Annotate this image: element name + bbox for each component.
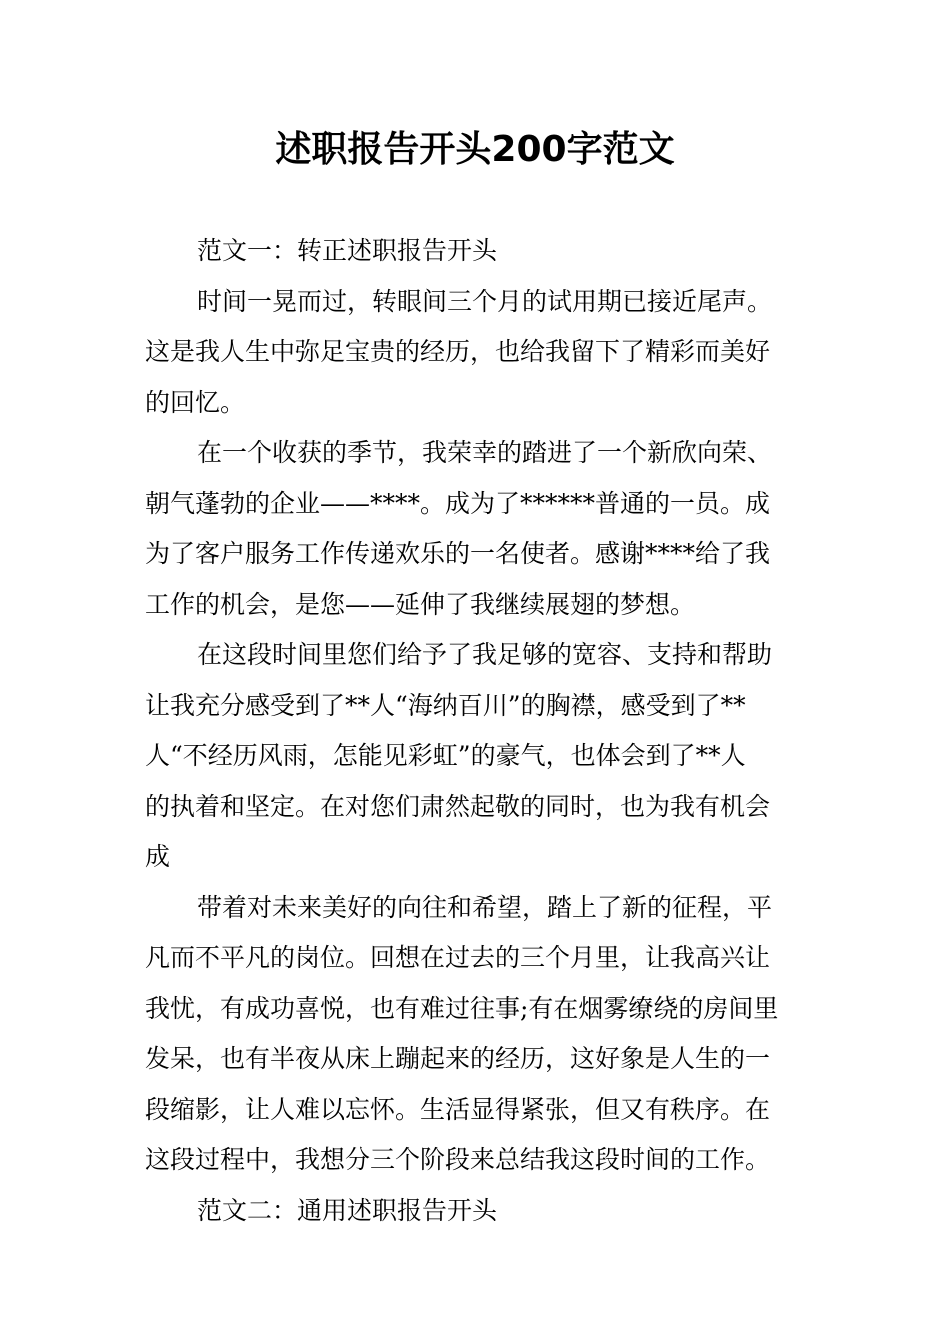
paragraph — [145, 630, 805, 883]
text-line: 范文一：转正述职报告开头 — [197, 236, 498, 265]
paragraph — [145, 277, 805, 429]
text-line: 段缩影，让人难以忘怀。生活显得紧张，但又有秩序。在 — [145, 1094, 771, 1124]
text-line: 工作的机会，是您——延伸了我继续展翅的梦想。 — [145, 589, 696, 619]
document-body — [145, 226, 805, 1236]
text-line: 人“不经历风雨，怎能见彩虹”的豪气，也体会到了**人 — [145, 741, 746, 770]
section-heading-2 — [145, 1186, 805, 1237]
paragraph — [145, 883, 805, 1186]
text-line: 朝气蓬勃的企业——****。成为了******普通的一员。成 — [145, 488, 771, 518]
text-line: 这是我人生中弥足宝贵的经历，也给我留下了精彩而美好 — [145, 337, 771, 366]
text-line: 在这段时间里您们给予了我足够的宽容、支持和帮助 — [197, 640, 773, 669]
text-line: 的执着和坚定。在对您们肃然起敬的同时，也为我有机会 — [145, 791, 771, 821]
text-line: 这段过程中，我想分三个阶段来总结我这段时间的工作。 — [145, 1145, 771, 1174]
text-line: 凡而不平凡的岗位。回想在过去的三个月里，让我高兴让 — [145, 943, 771, 972]
text-line: 带着对未来美好的向往和希望，踏上了新的征程，平 — [197, 892, 773, 922]
text-line: 在一个收获的季节，我荣幸的踏进了一个新欣向荣、 — [197, 438, 773, 467]
text-line: 为了客户服务工作传递欢乐的一名使者。感谢****给了我 — [145, 539, 771, 568]
text-line: 让我充分感受到了**人“海纳百川”的胸襟，感受到了** — [145, 690, 746, 720]
section-heading-1 — [145, 226, 805, 277]
text-line: 范文二：通用述职报告开头 — [197, 1195, 498, 1225]
text-line: 的回忆。 — [145, 387, 246, 417]
document-title: 述职报告开头200字范文 — [275, 129, 675, 170]
text-line: 我忧，有成功喜悦，也有难过往事;有在烟雾缭绕的房间里 — [145, 993, 779, 1023]
text-line: 时间一晃而过，转眼间三个月的试用期已接近尾声。 — [197, 286, 773, 316]
paragraph — [145, 428, 805, 630]
text-line: 发呆，也有半夜从床上蹦起来的经历，这好象是人生的一 — [145, 1044, 771, 1073]
text-line: 成 — [145, 842, 171, 871]
